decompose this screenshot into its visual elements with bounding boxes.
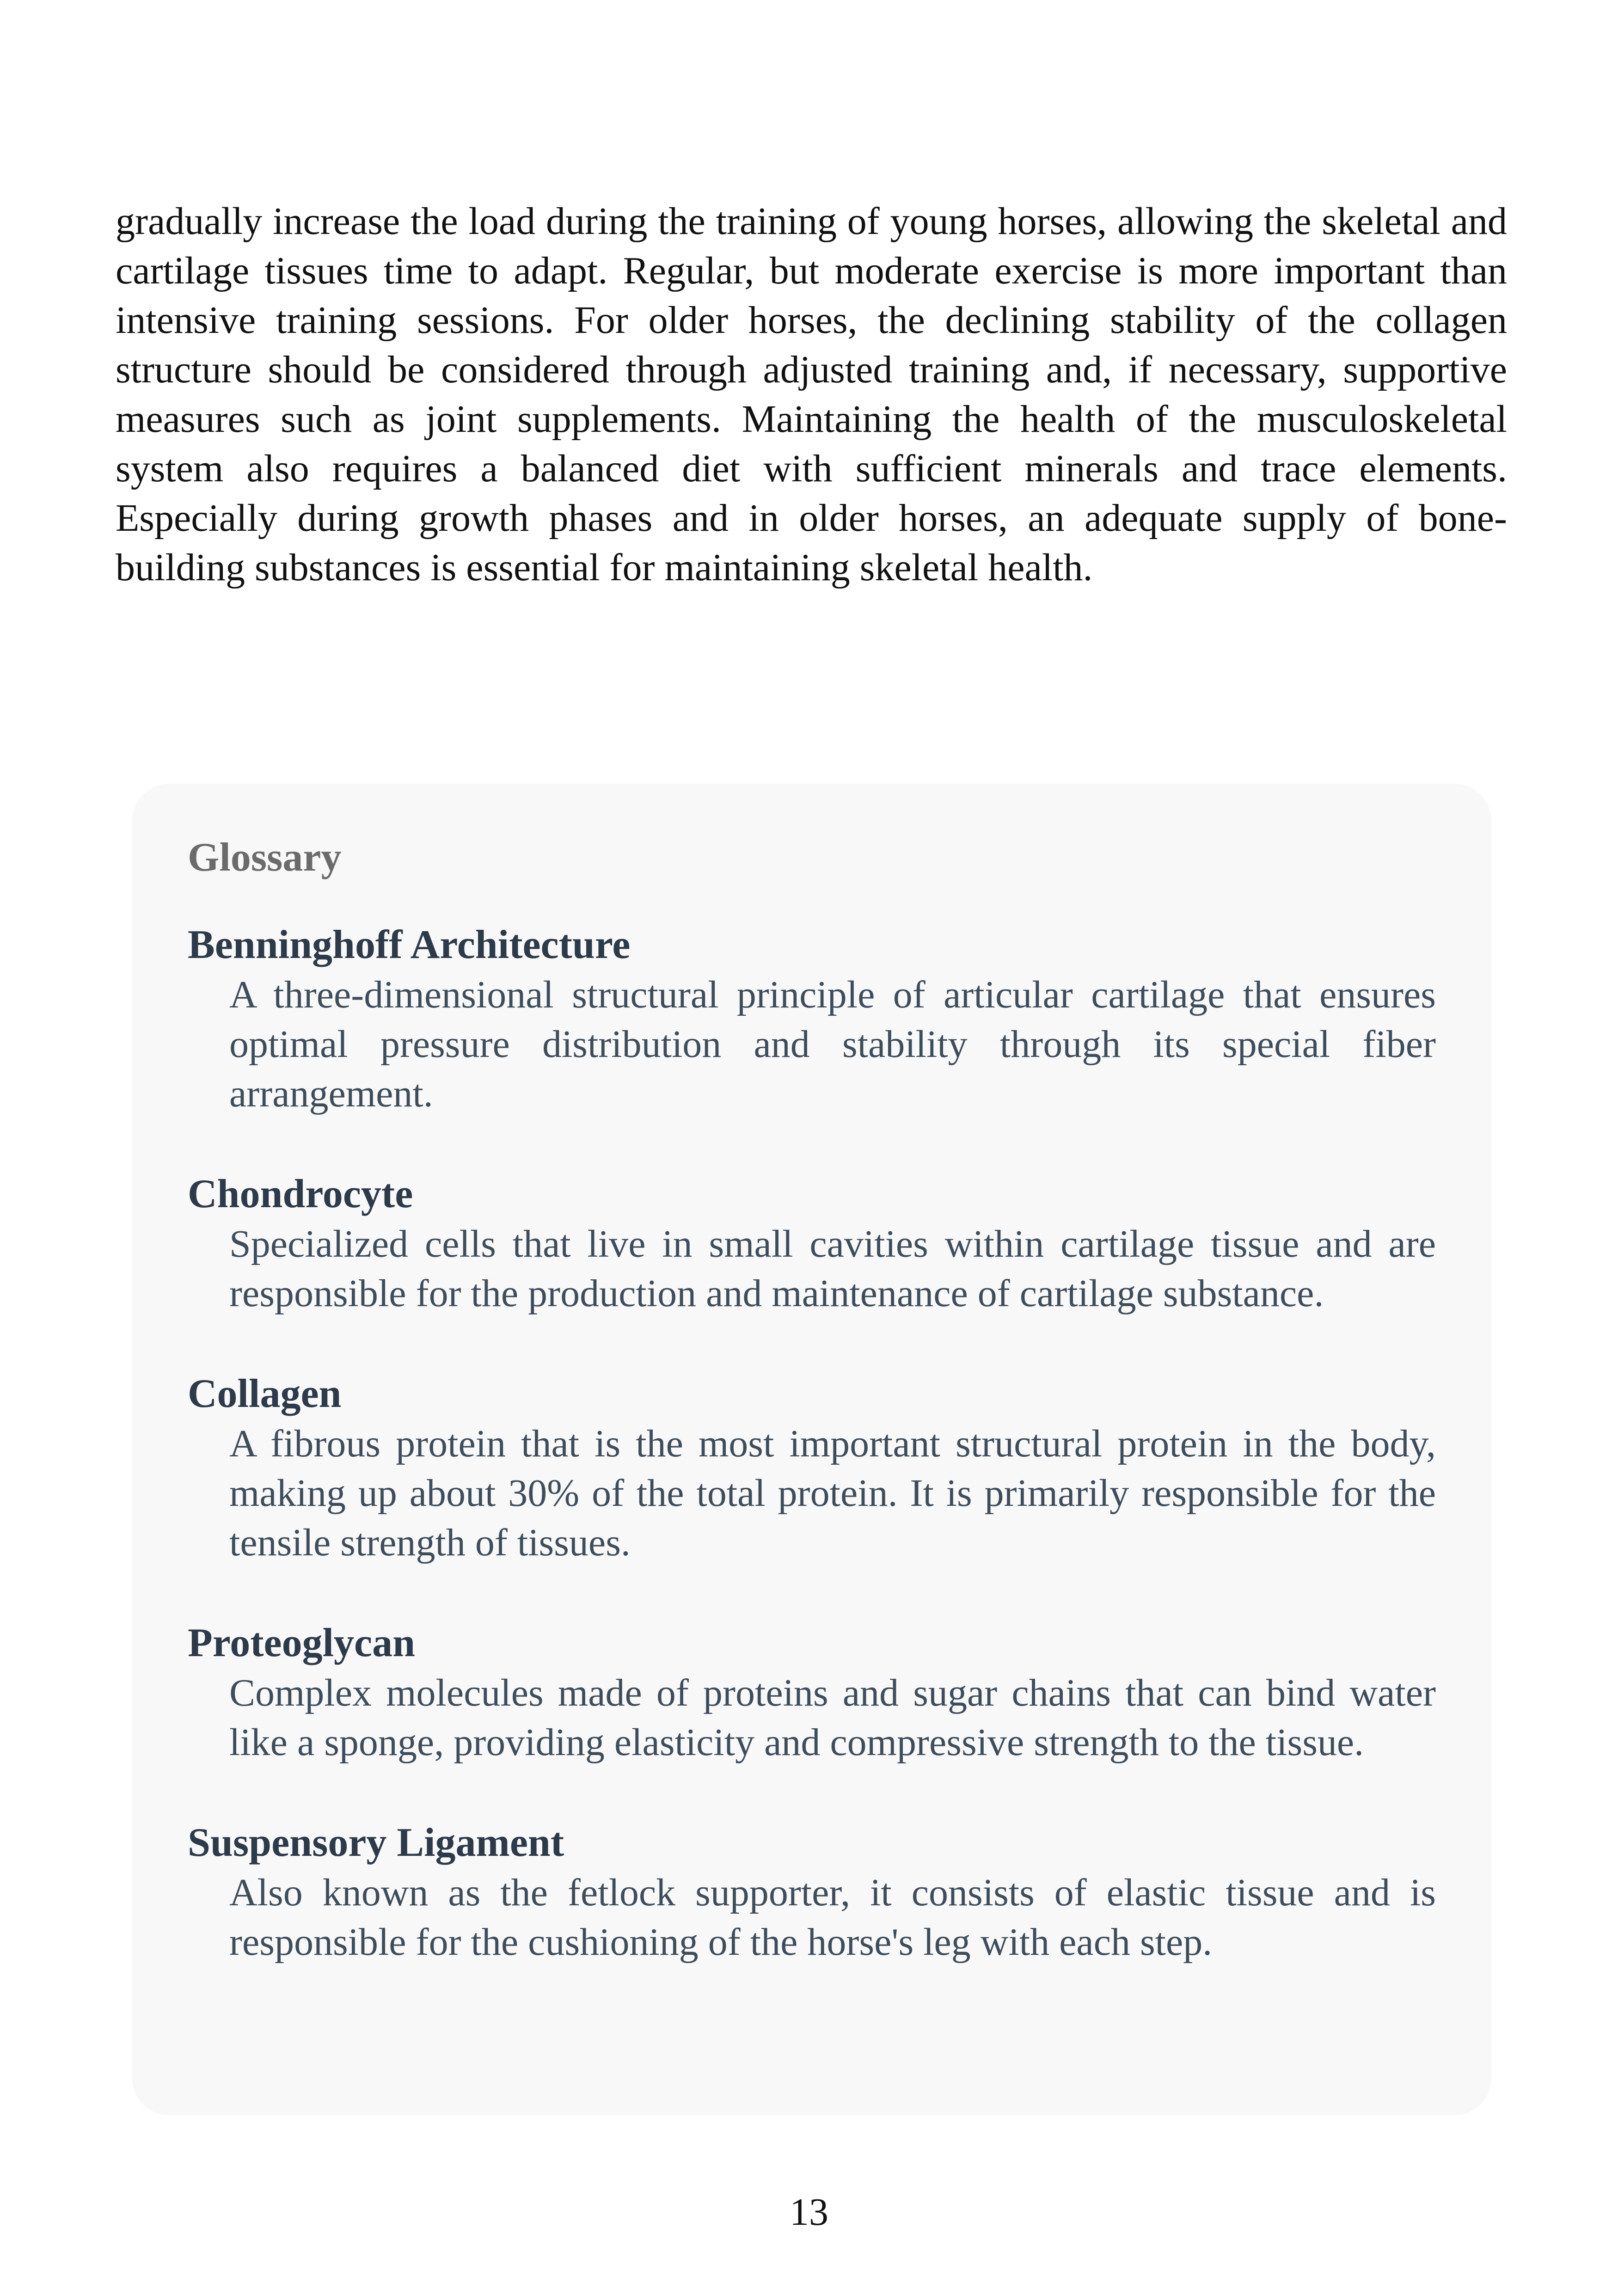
glossary-term: Chondrocyte — [188, 1172, 413, 1216]
glossary-term: Suspensory Ligament — [188, 1820, 564, 1865]
glossary-entry — [188, 921, 1436, 1118]
glossary-term: Proteoglycan — [188, 1621, 416, 1665]
glossary-definition: Specialized cells that live in small cavities within cartilage tissue and are responsible for the production and maintenance of cartilage substance. — [229, 1222, 1436, 1315]
body-paragraph: gradually increase the load during the training of young horses, allowing the skeletal and cartilage tissues time to adapt. Regular, but moderate exercise is more important than intensive training sessions. For older horses, the declining stability of the collagen structure should be considered through adjusted training and, if necessary, supportive measures such as joint supplements. Maintaining the health of the musculoskeletal system also requires a balanced diet with sufficient minerals and trace elements. Especially during growth phases and in older horses, an adequate supply of bone-building substances is essential for maintaining skeletal health. — [116, 200, 1507, 589]
glossary-definition: Complex molecules made of proteins and sugar chains that can bind water like a sponge, providing elasticity and compressive strength to the tissue. — [229, 1671, 1436, 1764]
glossary-entries — [188, 921, 1436, 1967]
page-number: 13 — [790, 2191, 828, 2234]
glossary-entry — [188, 1370, 1436, 1567]
glossary-entry — [188, 1819, 1436, 1967]
glossary-entry — [188, 1171, 1436, 1318]
glossary-definition: A three-dimensional structural principle of articular cartilage that ensures optimal pressure distribution and stability through its special fiber arrangement. — [229, 973, 1436, 1115]
glossary-definition: A fibrous protein that is the most important structural protein in the body, making up about 30% of the total protein. It is primarily responsible for the tensile strength of tissues. — [229, 1422, 1436, 1564]
glossary-term: Collagen — [188, 1371, 342, 1416]
glossary-term: Benninghoff Architecture — [188, 922, 631, 967]
glossary-title: Glossary — [188, 835, 342, 880]
glossary-box — [132, 784, 1491, 2115]
glossary-definition: Also known as the fetlock supporter, it consists of elastic tissue and is responsible for the cushioning of the horse's leg with each step. — [229, 1871, 1436, 1964]
glossary-entry — [188, 1620, 1436, 1767]
